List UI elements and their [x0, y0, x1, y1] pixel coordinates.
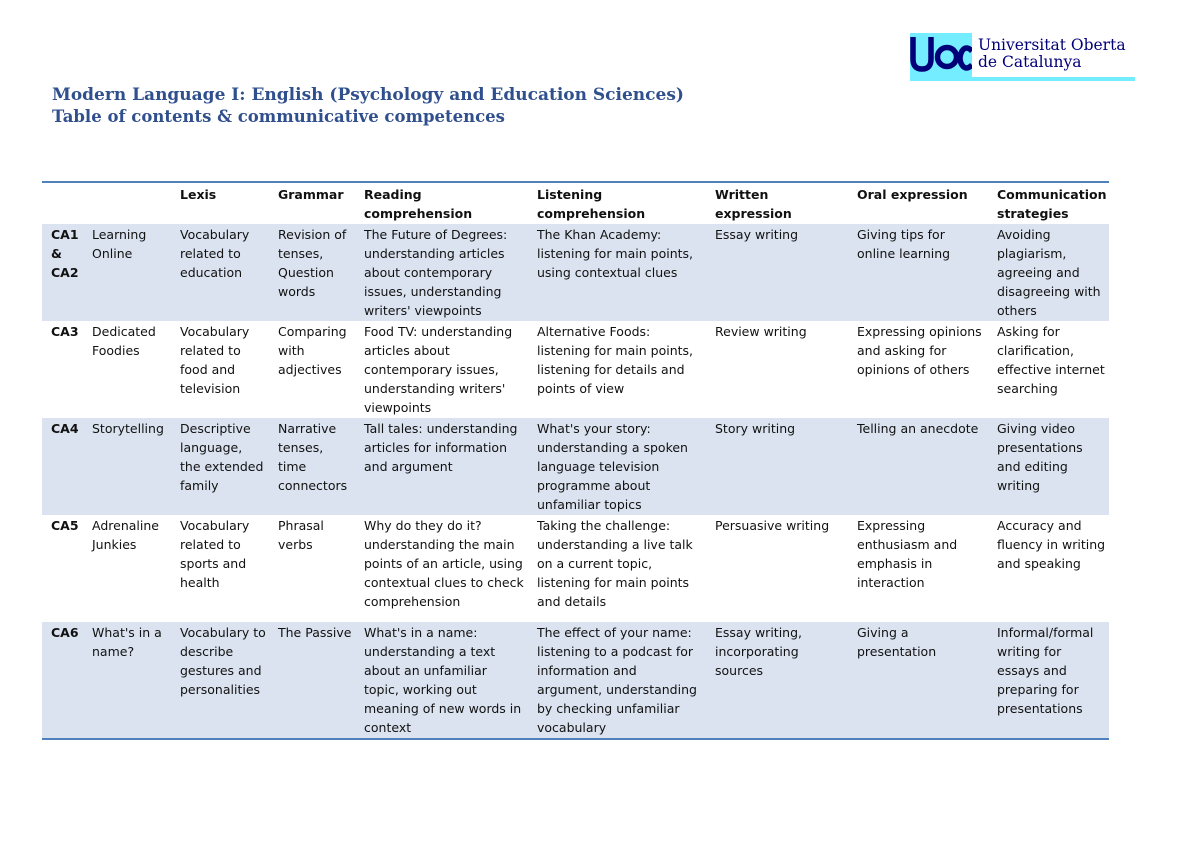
- row-grammar: Revision of tenses, Question words: [269, 224, 355, 321]
- heading-block: [52, 84, 684, 128]
- row-oral: Giving tips for online learning: [848, 224, 988, 321]
- table-row: [42, 515, 1109, 622]
- logo-line-1: Universitat Oberta: [978, 36, 1126, 54]
- row-oral: Telling an anecdote: [848, 418, 988, 515]
- row-code: CA4: [42, 418, 83, 515]
- row-code: CA1 & CA2: [42, 224, 83, 321]
- header-cell: [83, 182, 171, 224]
- row-listening: The Khan Academy: listening for main points, using contextual clues: [528, 224, 706, 321]
- row-written: Review writing: [715, 324, 807, 339]
- row-oral: Giving a presentation: [848, 622, 988, 739]
- row-topic: Learning Online: [83, 224, 171, 321]
- logo-line-2: de Catalunya: [978, 53, 1082, 71]
- row-topic: Dedicated Foodies: [92, 324, 156, 358]
- header-written: Written expression: [706, 182, 848, 224]
- row-strategies: Asking for clarification, effective internet searching: [997, 324, 1105, 396]
- header-oral: Oral expression: [848, 182, 988, 224]
- header-reading: Reading comprehension: [355, 182, 528, 224]
- header-cell: [42, 182, 83, 224]
- row-reading: The Future of Degrees: understanding articles about contemporary issues, understanding writers' viewpoints: [355, 224, 528, 321]
- logo-text: [978, 37, 1135, 77]
- row-topic: What's in a name?: [83, 622, 171, 739]
- row-grammar: The Passive: [269, 622, 355, 739]
- table-row: [42, 321, 1109, 418]
- row-reading: Tall tales: understanding articles for information and argument: [355, 418, 528, 515]
- row-lexis: Vocabulary related to education: [171, 224, 269, 321]
- uoc-letters-icon: [910, 33, 972, 81]
- row-written: Story writing: [706, 418, 848, 515]
- row-listening: Alternative Foods: listening for main points, listening for details and points of view: [537, 324, 694, 396]
- logo-rule: [972, 77, 1135, 81]
- contents-table: [42, 181, 1109, 740]
- row-topic: Storytelling: [83, 418, 171, 515]
- row-code: CA5: [51, 518, 79, 533]
- header-row: [42, 182, 1109, 224]
- row-grammar: Phrasal verbs: [278, 518, 324, 552]
- row-listening: The effect of your name: listening to a podcast for information and argument, understanding by checking unfamiliar vocabulary: [528, 622, 706, 739]
- row-oral: Expressing opinions and asking for opinions of others: [857, 324, 982, 377]
- row-written: Essay writing, incorporating sources: [706, 622, 848, 739]
- row-strategies: Accuracy and fluency in writing and speaking: [997, 518, 1106, 571]
- uoc-logo: [910, 33, 1135, 81]
- table-row: [42, 622, 1109, 739]
- page-title: Modern Language I: English (Psychology and Education Sciences): [52, 85, 684, 105]
- header-listening: Listening comprehension: [528, 182, 706, 224]
- table-row: [42, 418, 1109, 515]
- header-strategies: Communication strategies: [988, 182, 1109, 224]
- row-reading: Why do they do it? understanding the main points of an article, using contextual clues to check comprehension: [364, 518, 524, 609]
- row-grammar: Narrative tenses, time connectors: [269, 418, 355, 515]
- row-reading: What's in a name: understanding a text about an unfamiliar topic, working out meaning of new words in context: [355, 622, 528, 739]
- row-reading: Food TV: understanding articles about contemporary issues, understanding writers' viewpoints: [364, 324, 513, 415]
- row-written: Essay writing: [706, 224, 848, 321]
- row-strategies: Avoiding plagiarism, agreeing and disagreeing with others: [988, 224, 1109, 321]
- row-written: Persuasive writing: [715, 518, 830, 533]
- row-topic: Adrenaline Junkies: [92, 518, 159, 552]
- row-code: CA3: [51, 324, 79, 339]
- row-strategies: Giving video presentations and editing writing: [988, 418, 1109, 515]
- row-oral: Expressing enthusiasm and emphasis in interaction: [857, 518, 958, 590]
- table-row: [42, 224, 1109, 321]
- header-grammar: Grammar: [269, 182, 355, 224]
- row-lexis: Vocabulary related to food and television: [180, 324, 250, 396]
- row-listening: Taking the challenge: understanding a live talk on a current topic, listening for main points and details: [537, 518, 693, 609]
- page-subtitle: Table of contents & communicative competences: [52, 107, 505, 126]
- row-lexis: Vocabulary to describe gestures and personalities: [171, 622, 269, 739]
- row-code: CA6: [42, 622, 83, 739]
- row-strategies: Informal/formal writing for essays and preparing for presentations: [988, 622, 1109, 739]
- row-lexis: Descriptive language, the extended family: [171, 418, 269, 515]
- uoc-logo-mark: [910, 33, 972, 81]
- row-lexis: Vocabulary related to sports and health: [180, 518, 250, 590]
- header-lexis: Lexis: [171, 182, 269, 224]
- row-grammar: Comparing with adjectives: [278, 324, 347, 377]
- row-listening: What's your story: understanding a spoken language television programme about unfamiliar topics: [528, 418, 706, 515]
